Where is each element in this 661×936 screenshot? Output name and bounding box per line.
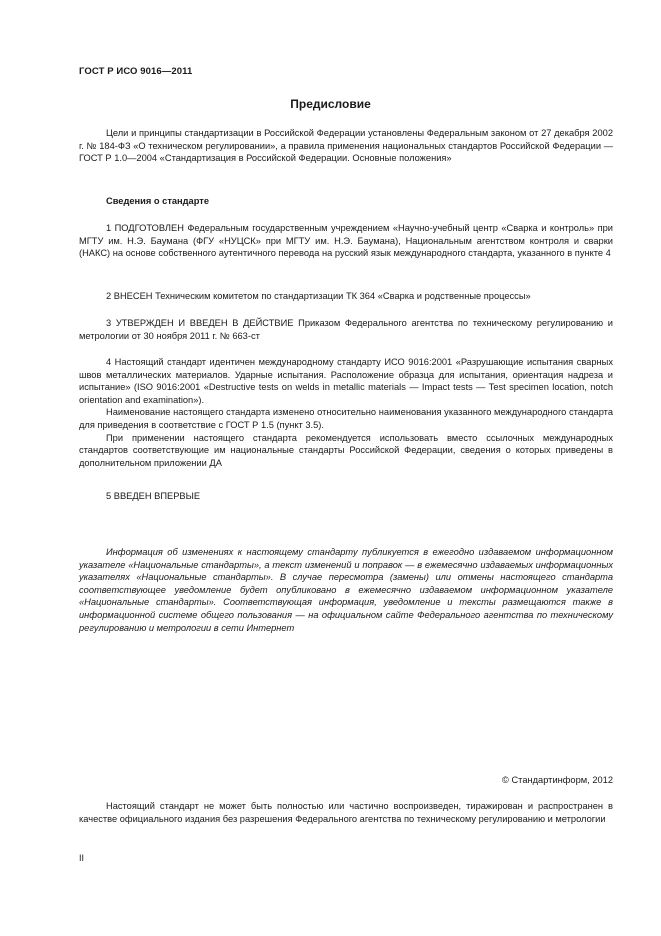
intro-paragraph: Цели и принципы стандартизации в Российской Федерации установлены Федеральным законом от 27 декабря 2002 г. № 184-ФЗ «О техническом регулировании», а правила применения национальных стандартов Российской Федерации — ГОСТ Р 1.0—2004 «Стандартизация в Российской Федерации. Основные положения» [79,128,613,164]
item-1 [79,222,613,260]
page-number: II [79,853,85,863]
about-heading: Сведения о стандарте [106,196,210,206]
about-section [79,195,613,208]
intro-section [79,127,613,165]
info-notice-section [79,546,613,634]
standard-code: ГОСТ Р ИСО 9016—2011 [79,66,193,77]
item-4-note-2: При применении настоящего стандарта рекомендуется использовать вместо ссылочных международных стандартов соответствующие им национальные стандарты Российской Федерации, сведения о которых приведены в дополнительном приложении ДА [79,432,613,468]
reproduction-section [79,800,613,825]
item-2 [79,290,613,303]
info-notice: Информация об изменениях к настоящему стандарту публикуется в ежегодно издаваемом информационном указателе «Национальные стандарты», а текст изменений и поправок — в ежемесячно издаваемых информационных указателях «Национальные стандарты». В случае пересмотра (замены) или отмены настоящего стандарта соответствующее уведомление будет опубликовано в ежемесячно издаваемом информационном указателе «Национальные стандарты». Соответствующая информация, уведомление и тексты размещаются также в информационной системе общего пользования — на официальном сайте Федерального агентства по техническому регулированию и метрологии в сети Интернет [79,547,613,633]
item-4-note-1: Наименование настоящего стандарта изменено относительно наименования указанного международного стандарта для приведения в соответствие с ГОСТ Р 1.5 (пункт 3.5). [79,407,613,430]
item-5 [79,490,613,503]
item-3 [79,317,613,342]
page-title: Предисловие [290,97,371,111]
item-1-text: 1 ПОДГОТОВЛЕН Федеральным государственным учреждением «Научно-учебный центр «Сварка и контроль» при МГТУ им. Н.Э. Баумана (ФГУ «НУЦСК» при МГТУ им. Н.Э. Баумана), Национальным агентством контроля и сварки (НАКС) на основе собственного аутентичного перевода на русский язык международного стандарта, указанного в пункте 4 [79,223,613,259]
item-2-text: 2 ВНЕСЕН Техническим комитетом по стандартизации ТК 364 «Сварка и родственные процессы» [106,291,531,301]
reproduction-notice: Настоящий стандарт не может быть полностью или частично воспроизведен, тиражирован и распространен в качестве официального издания без разрешения Федерального агентства по техническому регулированию и метрологии [79,801,613,824]
item-4-text: 4 Настоящий стандарт идентичен международному стандарту ИСО 9016:2001 «Разрушающие испытания сварных швов металлических материалов. Ударные испытания. Расположение образца для испытания, ориентация надреза и испытание» (ISO 9016:2001 «Destructive tests on welds in metallic materials — Impact tests — Test specimen location, notch orientation and examination»). [79,357,613,405]
item-5-text: 5 ВВЕДЕН ВПЕРВЫЕ [106,491,201,501]
item-3-text: 3 УТВЕРЖДЕН И ВВЕДЕН В ДЕЙСТВИЕ Приказом Федерального агентства по техническому регулированию и метрологии от 30 ноября 2011 г. № 663-ст [79,318,613,341]
copyright: © Стандартинформ, 2012 [502,775,613,785]
item-4 [79,356,613,469]
